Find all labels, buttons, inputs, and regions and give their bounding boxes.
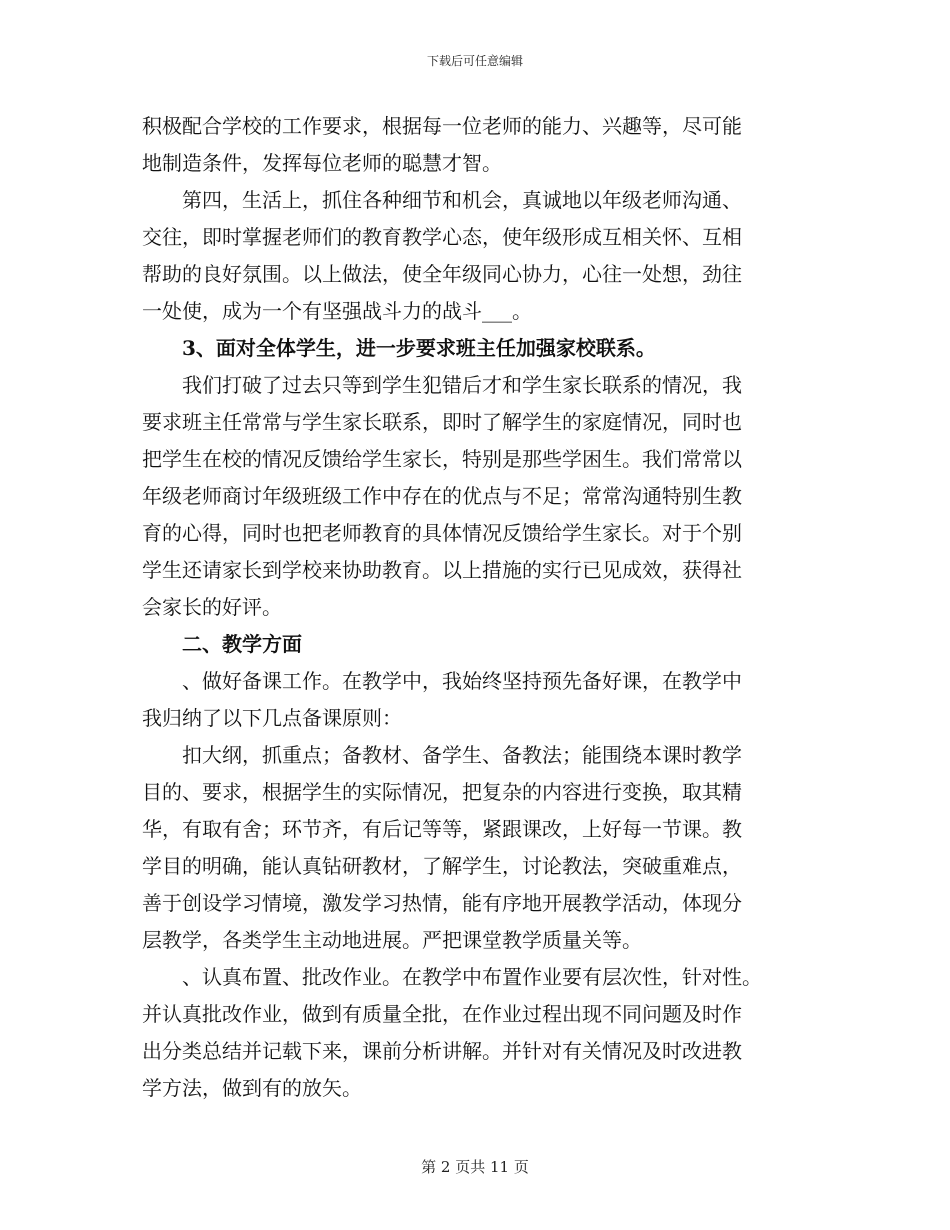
text-line: 善于创设学习情境，激发学习热情，能有序地开展教学活动，体现分 [142,891,742,915]
text-line: 交往，即时掌握老师们的教育教学心态，使年级形成互相关怀、互相 [142,225,742,249]
text-line: 帮助的良好氛围。以上做法，使全年级同心协力，心往一处想，劲往 [142,262,742,286]
section-heading: 3、面对全体学生，进一步要求班主任加强家校联系。 [182,336,656,360]
document-body [142,108,822,1107]
text-line: 我归纳了以下几点备课原则： [142,706,402,730]
text-line: 学方法，做到有的放矢。 [142,1076,362,1100]
text-line: 华，有取有舍；环节齐，有后记等等，紧跟课改，上好每一节课。教 [142,817,742,841]
text-line: 把学生在校的情况反馈给学生家长，特别是那些学困生。我们常常以 [142,447,742,471]
text-line: 一处使，成为一个有坚强战斗力的战斗___。 [142,299,532,323]
section-heading: 二、教学方面 [182,632,302,656]
text-line: 年级老师商讨年级班级工作中存在的优点与不足；常常沟通特别生教 [142,484,742,508]
paragraph-start: 扣大纲，抓重点；备教材、备学生、备教法；能围绕本课时教学 [182,743,742,767]
paragraph-start: 第四，生活上，抓住各种细节和机会，真诚地以年级老师沟通、 [182,188,742,212]
text-line: 地制造条件，发挥每位老师的聪慧才智。 [142,151,502,175]
paragraph-start: 、做好备课工作。在教学中，我始终坚持预先备好课，在教学中 [182,669,742,693]
text-line: 要求班主任常常与学生家长联系，即时了解学生的家庭情况，同时也 [142,410,742,434]
text-line: 层教学，各类学生主动地进展。严把课堂教学质量关等。 [142,928,642,952]
text-line: 出分类总结并记载下来，课前分析讲解。并针对有关情况及时改进教 [142,1039,742,1063]
text-line: 会家长的好评。 [142,595,282,619]
text-line: 积极配合学校的工作要求，根据每一位老师的能力、兴趣等，尽可能 [142,114,742,138]
paragraph-start: 我们打破了过去只等到学生犯错后才和学生家长联系的情况，我 [182,373,742,397]
page-number: 第 2 页共 11 页 [421,1158,529,1176]
text-line: 学目的明确，能认真钻研教材，了解学生，讨论教法，突破重难点， [142,854,742,878]
text-line: 学生还请家长到学校来协助教育。以上措施的实行已见成效，获得社 [142,558,742,582]
page-header: 下载后可任意编辑 [426,54,523,68]
text-line: 目的、要求，根据学生的实际情况，把复杂的内容进行变换，取其精 [142,780,742,804]
text-line: 育的心得，同时也把老师教育的具体情况反馈给学生家长。对于个别 [142,521,742,545]
paragraph-start: 、认真布置、批改作业。在教学中布置作业要有层次性，针对性。 [182,965,762,989]
text-line: 并认真批改作业，做到有质量全批，在作业过程出现不同问题及时作 [142,1002,742,1026]
